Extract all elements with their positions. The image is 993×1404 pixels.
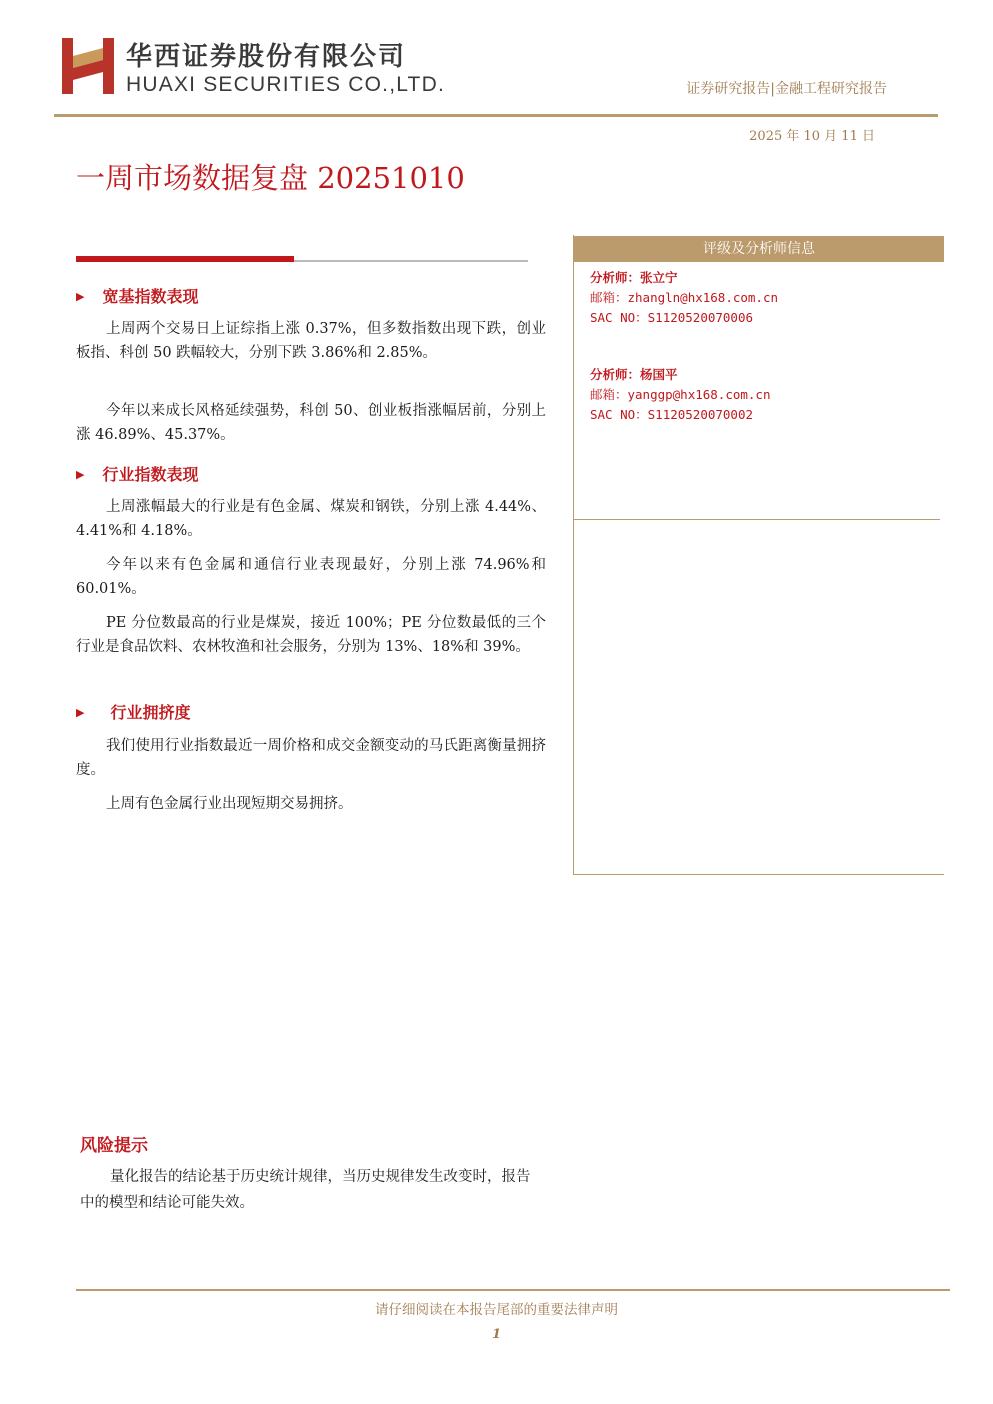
triangle-bullet-icon: ▶	[76, 468, 85, 481]
risk-heading: 风险提示	[80, 1136, 148, 1156]
section-heading-industry-index: ▶ 行业指数表现	[76, 465, 199, 484]
analyst-sac: SAC NO：S1120520070002	[590, 407, 754, 422]
analyst-sac: SAC NO：S1120520070006	[590, 310, 754, 325]
report-date: 2025 年 10 月 11 日	[749, 129, 875, 144]
paragraph: 我们使用行业指数最近一周价格和成交金额变动的马氏距离衡量拥挤度。	[76, 738, 546, 778]
section-heading-crowding: ▶ 行业拥挤度	[76, 703, 191, 722]
paragraph: 上周涨幅最大的行业是有色金属、煤炭和钢铁，分别上涨 4.44%、4.41%和 4.18%。	[76, 499, 546, 539]
analyst-name: 分析师：张立宁	[590, 270, 678, 285]
paragraph: 上周有色金属行业出现短期交易拥挤。	[106, 796, 353, 812]
footer-notice: 请仔细阅读在本报告尾部的重要法律声明	[375, 1302, 618, 1318]
huaxi-logo-icon	[62, 38, 114, 94]
section-heading-broad-index: ▶ 宽基指数表现	[76, 287, 199, 306]
footer-divider	[76, 1289, 950, 1291]
analyst-email: 邮箱：yanggp@hx168.com.cn	[590, 387, 771, 402]
paragraph: 今年以来成长风格延续强势，科创 50、创业板指涨幅居前，分别上涨 46.89%、45.37%。	[76, 403, 546, 443]
title-underline-accent	[76, 256, 294, 262]
panel-bottom-divider	[574, 874, 944, 875]
analyst-email: 邮箱：zhangln@hx168.com.cn	[590, 290, 779, 305]
analyst-name: 分析师：杨国平	[590, 367, 678, 382]
page-number: 1	[491, 1327, 502, 1342]
page-title: 一周市场数据复盘 20251010	[76, 161, 465, 195]
triangle-bullet-icon: ▶	[76, 706, 85, 719]
paragraph: 今年以来有色金属和通信行业表现最好，分别上涨 74.96%和 60.01%。	[76, 557, 546, 597]
paragraph: 上周两个交易日上证综指上涨 0.37%，但多数指数出现下跌，创业板指、科创 50 跌幅较大，分别下跌 3.86%和 2.85%。	[76, 321, 546, 361]
triangle-bullet-icon: ▶	[76, 290, 85, 303]
report-type: 证券研究报告|金融工程研究报告	[686, 81, 887, 97]
analyst-panel-heading: 评级及分析师信息	[574, 236, 944, 262]
company-name-cn: 华西证券股份有限公司	[126, 42, 407, 72]
paragraph: PE 分位数最高的行业是煤炭，接近 100%；PE 分位数最低的三个行业是食品饮料、农林牧渔和社会服务，分别为 13%、18%和 39%。	[76, 615, 546, 655]
panel-divider	[574, 519, 940, 520]
header-divider	[54, 114, 938, 117]
company-name-en: HUAXI SECURITIES CO.,LTD.	[126, 73, 445, 96]
analyst-panel	[573, 235, 945, 875]
risk-text: 量化报告的结论基于历史统计规律，当历史规律发生改变时，报告中的模型和结论可能失效。	[80, 1169, 531, 1211]
